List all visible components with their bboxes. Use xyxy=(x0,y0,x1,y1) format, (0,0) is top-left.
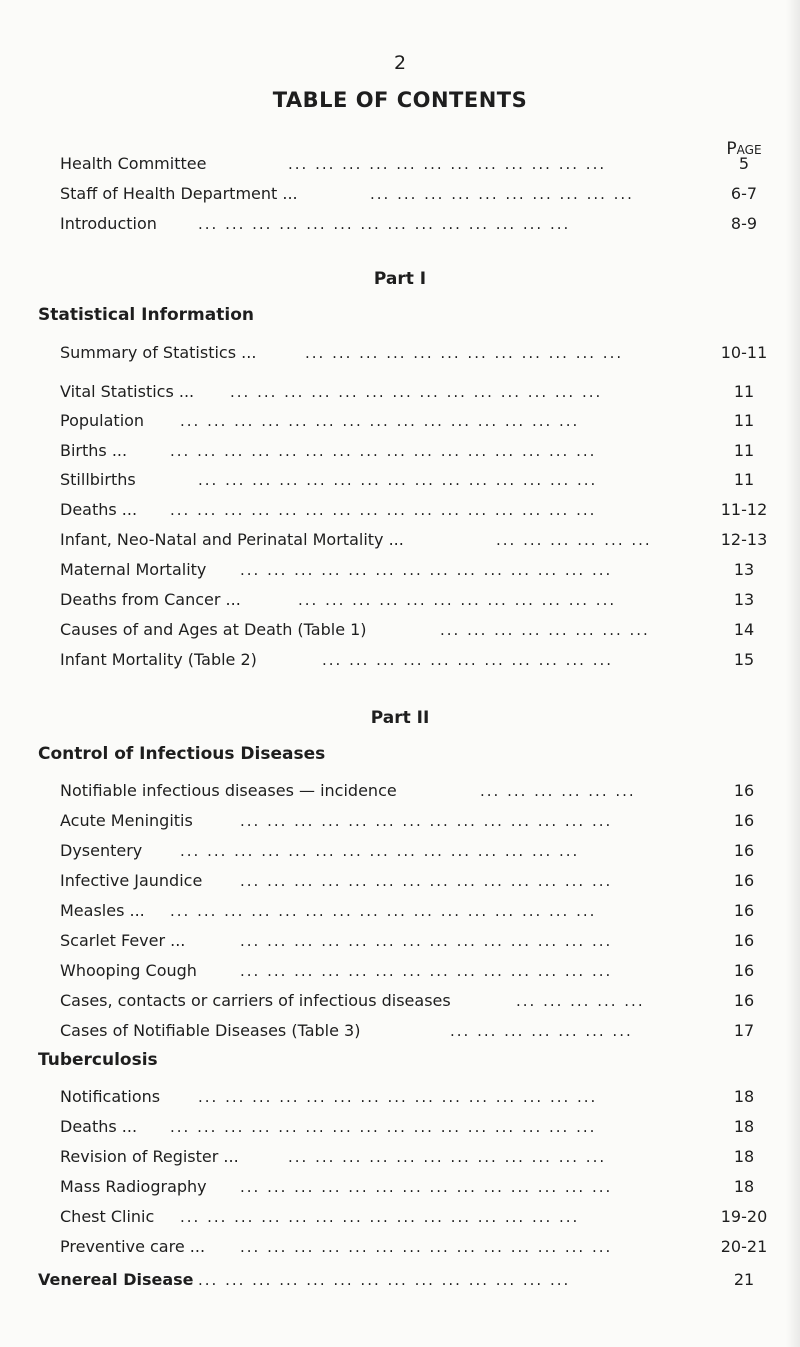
toc-entry-mass-radiography[interactable] xyxy=(60,1173,778,1201)
toc-entry-deaths[interactable] xyxy=(60,496,778,524)
toc-entry-label: Staff of Health Department ... xyxy=(60,184,298,203)
toc-entry-dysentery[interactable] xyxy=(60,837,778,865)
toc-entry-label: Notifiable infectious diseases — incidence xyxy=(60,781,397,800)
leader-dots: ... ... ... ... ... ... ... ... ... ... ... ... ... ... xyxy=(240,1178,613,1196)
toc-entry-label: Cases of Notifiable Diseases (Table 3) xyxy=(60,1021,361,1040)
toc-entry-page: 10-11 xyxy=(720,343,768,362)
leader-dots: ... ... ... ... ... ... ... ... ... ... ... ... ... ... ... ... xyxy=(170,442,597,460)
toc-entry-label: Venereal Disease xyxy=(38,1270,194,1289)
toc-entry-page: 18 xyxy=(733,1117,755,1136)
page-number: 2 xyxy=(393,52,407,74)
toc-entry-label: Cases, contacts or carriers of infectious diseases xyxy=(60,991,451,1010)
toc-entry-page: 16 xyxy=(733,781,755,800)
toc-entry-page: 16 xyxy=(733,811,755,830)
toc-entry-label: Deaths from Cancer ... xyxy=(60,590,241,609)
toc-entry-page: 18 xyxy=(733,1177,755,1196)
toc-entry-label: Scarlet Fever ... xyxy=(60,931,186,950)
toc-entry-notifiable-incidence[interactable] xyxy=(60,777,778,805)
section-heading-tuberculosis: Tuberculosis xyxy=(38,1050,158,1070)
toc-entry-label: Infective Jaundice xyxy=(60,871,203,890)
toc-entry-maternal-mortality[interactable] xyxy=(60,556,778,584)
toc-entry-venereal-disease[interactable] xyxy=(38,1266,778,1294)
toc-entry-page: 11 xyxy=(733,470,755,489)
toc-entry-page: 19-20 xyxy=(720,1207,768,1226)
toc-entry-page: 16 xyxy=(733,931,755,950)
toc-entry-health-committee[interactable] xyxy=(60,150,778,178)
toc-entry-label: Chest Clinic xyxy=(60,1207,155,1226)
toc-entry-vital-statistics[interactable] xyxy=(60,378,778,406)
toc-entry-label: Summary of Statistics ... xyxy=(60,343,257,362)
toc-entry-page: 15 xyxy=(733,650,755,669)
leader-dots: ... ... ... ... ... ... ... ... ... ... ... ... xyxy=(298,591,617,609)
toc-entry-label: Dysentery xyxy=(60,841,143,860)
leader-dots: ... ... ... ... ... ... ... ... ... ... ... ... ... ... ... ... xyxy=(170,501,597,519)
leader-dots: ... ... ... ... ... ... ... xyxy=(450,1022,633,1040)
toc-entry-acute-meningitis[interactable] xyxy=(60,807,778,835)
toc-entry-page: 14 xyxy=(733,620,755,639)
toc-entry-page: 16 xyxy=(733,871,755,890)
toc-entry-label: Notifications xyxy=(60,1087,161,1106)
toc-entry-chest-clinic[interactable] xyxy=(60,1203,778,1231)
toc-entry-page: 8-9 xyxy=(730,214,758,233)
toc-entry-revision-of-register[interactable] xyxy=(60,1143,778,1171)
toc-entry-page: 11 xyxy=(733,382,755,401)
leader-dots: ... ... ... ... ... ... ... ... ... ... ... ... ... ... xyxy=(240,561,613,579)
section-heading-infectious-diseases: Control of Infectious Diseases xyxy=(38,744,326,764)
toc-entry-causes-table-1[interactable] xyxy=(60,616,778,644)
toc-entry-tb-deaths[interactable] xyxy=(60,1113,778,1141)
toc-entry-page: 11 xyxy=(733,441,755,460)
toc-entry-label: Stillbirths xyxy=(60,470,136,489)
part-2-heading: Part II xyxy=(370,708,430,728)
toc-entry-preventive-care[interactable] xyxy=(60,1233,778,1261)
leader-dots: ... ... ... ... ... ... ... ... ... ... ... ... ... ... xyxy=(240,812,613,830)
toc-entry-label: Maternal Mortality xyxy=(60,560,207,579)
toc-entry-label: Whooping Cough xyxy=(60,961,197,980)
toc-entry-page: 18 xyxy=(733,1087,755,1106)
toc-entry-label: Causes of and Ages at Death (Table 1) xyxy=(60,620,367,639)
leader-dots: ... ... ... ... ... xyxy=(516,992,645,1010)
toc-entry-page: 20-21 xyxy=(720,1237,768,1256)
leader-dots: ... ... ... ... ... ... ... ... ... ... ... ... xyxy=(288,155,607,173)
toc-entry-scarlet-fever[interactable] xyxy=(60,927,778,955)
toc-entry-label: Measles ... xyxy=(60,901,145,920)
toc-entry-staff[interactable] xyxy=(60,180,778,208)
toc-entry-page: 6-7 xyxy=(730,184,758,203)
leader-dots: ... ... ... ... ... ... ... ... ... ... ... ... xyxy=(305,344,624,362)
toc-entry-label: Acute Meningitis xyxy=(60,811,193,830)
leader-dots: ... ... ... ... ... ... ... ... ... ... ... ... ... ... xyxy=(240,962,613,980)
part-1-heading: Part I xyxy=(373,269,427,289)
leader-dots: ... ... ... ... ... ... ... ... ... ... ... ... ... ... ... xyxy=(180,842,580,860)
toc-entry-label: Infant, Neo-Natal and Perinatal Mortality ... xyxy=(60,530,404,549)
toc-entry-label: Preventive care ... xyxy=(60,1237,206,1256)
toc-entry-label: Population xyxy=(60,411,145,430)
toc-entry-population[interactable] xyxy=(60,407,778,435)
leader-dots: ... ... ... ... ... ... ... ... ... ... ... ... ... ... xyxy=(230,383,603,401)
toc-entry-page: 13 xyxy=(733,590,755,609)
leader-dots: ... ... ... ... ... ... ... ... ... ... ... ... ... ... xyxy=(240,1238,613,1256)
toc-entry-label: Health Committee xyxy=(60,154,207,173)
toc-entry-page: 11-12 xyxy=(720,500,768,519)
leader-dots: ... ... ... ... ... ... ... ... xyxy=(440,621,650,639)
toc-entry-label: Mass Radiography xyxy=(60,1177,207,1196)
toc-entry-label: Deaths ... xyxy=(60,1117,138,1136)
toc-entry-deaths-from-cancer[interactable] xyxy=(60,586,778,614)
toc-entry-page: 16 xyxy=(733,961,755,980)
page-title: TABLE OF CONTENTS xyxy=(272,88,528,112)
leader-dots: ... ... ... ... ... ... ... ... ... ... xyxy=(370,185,634,203)
toc-entry-tb-notifications[interactable] xyxy=(60,1083,778,1111)
toc-entry-page: 16 xyxy=(733,841,755,860)
toc-entry-measles[interactable] xyxy=(60,897,778,925)
toc-entry-infant-mortality-table-2[interactable] xyxy=(60,646,778,674)
toc-entry-page: 11 xyxy=(733,411,755,430)
toc-entry-page: 13 xyxy=(733,560,755,579)
toc-entry-label: Births ... xyxy=(60,441,128,460)
toc-entry-notifiable-table-3[interactable] xyxy=(60,1017,778,1045)
toc-entry-whooping-cough[interactable] xyxy=(60,957,778,985)
toc-entry-introduction[interactable] xyxy=(60,210,778,238)
toc-entry-page: 21 xyxy=(733,1270,755,1289)
toc-entry-page: 18 xyxy=(733,1147,755,1166)
toc-entry-infective-jaundice[interactable] xyxy=(60,867,778,895)
toc-entry-label: Deaths ... xyxy=(60,500,138,519)
toc-entry-page: 16 xyxy=(733,991,755,1010)
leader-dots: ... ... ... ... ... ... ... ... ... ... ... ... ... ... ... xyxy=(180,412,580,430)
toc-entry-label: Vital Statistics ... xyxy=(60,382,195,401)
section-heading-statistical-information: Statistical Information xyxy=(38,305,254,325)
leader-dots: ... ... ... ... ... ... ... ... ... ... ... ... ... ... ... ... xyxy=(170,902,597,920)
toc-entry-births[interactable] xyxy=(60,437,778,465)
leader-dots: ... ... ... ... ... ... ... ... ... ... ... ... ... ... ... ... xyxy=(170,1118,597,1136)
leader-dots: ... ... ... ... ... ... ... ... ... ... ... ... ... ... xyxy=(198,1271,571,1289)
leader-dots: ... ... ... ... ... ... ... ... ... ... ... ... ... ... ... xyxy=(198,471,598,489)
leader-dots: ... ... ... ... ... ... xyxy=(480,782,636,800)
toc-entry-label: Infant Mortality (Table 2) xyxy=(60,650,257,669)
toc-entry-stillbirths[interactable] xyxy=(60,466,778,494)
toc-entry-label: Revision of Register ... xyxy=(60,1147,239,1166)
leader-dots: ... ... ... ... ... ... xyxy=(496,531,652,549)
page-column-header: Page xyxy=(726,139,762,159)
leader-dots: ... ... ... ... ... ... ... ... ... ... ... ... ... ... ... xyxy=(180,1208,580,1226)
toc-entry-page: 12-13 xyxy=(720,530,768,549)
leader-dots: ... ... ... ... ... ... ... ... ... ... ... ... ... ... xyxy=(240,932,613,950)
toc-entry-cases-contacts-carriers[interactable] xyxy=(60,987,778,1015)
toc-entry-summary-of-statistics[interactable] xyxy=(60,339,778,367)
leader-dots: ... ... ... ... ... ... ... ... ... ... ... ... ... ... xyxy=(240,872,613,890)
leader-dots: ... ... ... ... ... ... ... ... ... ... ... ... ... ... ... xyxy=(198,1088,598,1106)
toc-entry-page: 5 xyxy=(738,154,750,173)
leader-dots: ... ... ... ... ... ... ... ... ... ... ... xyxy=(322,651,614,669)
page-edge-shadow xyxy=(786,0,800,1347)
toc-entry-infant-mortality[interactable] xyxy=(60,526,778,554)
leader-dots: ... ... ... ... ... ... ... ... ... ... ... ... xyxy=(288,1148,607,1166)
toc-entry-page: 17 xyxy=(733,1021,755,1040)
toc-entry-label: Introduction xyxy=(60,214,157,233)
toc-entry-page: 16 xyxy=(733,901,755,920)
leader-dots: ... ... ... ... ... ... ... ... ... ... ... ... ... ... xyxy=(198,215,571,233)
